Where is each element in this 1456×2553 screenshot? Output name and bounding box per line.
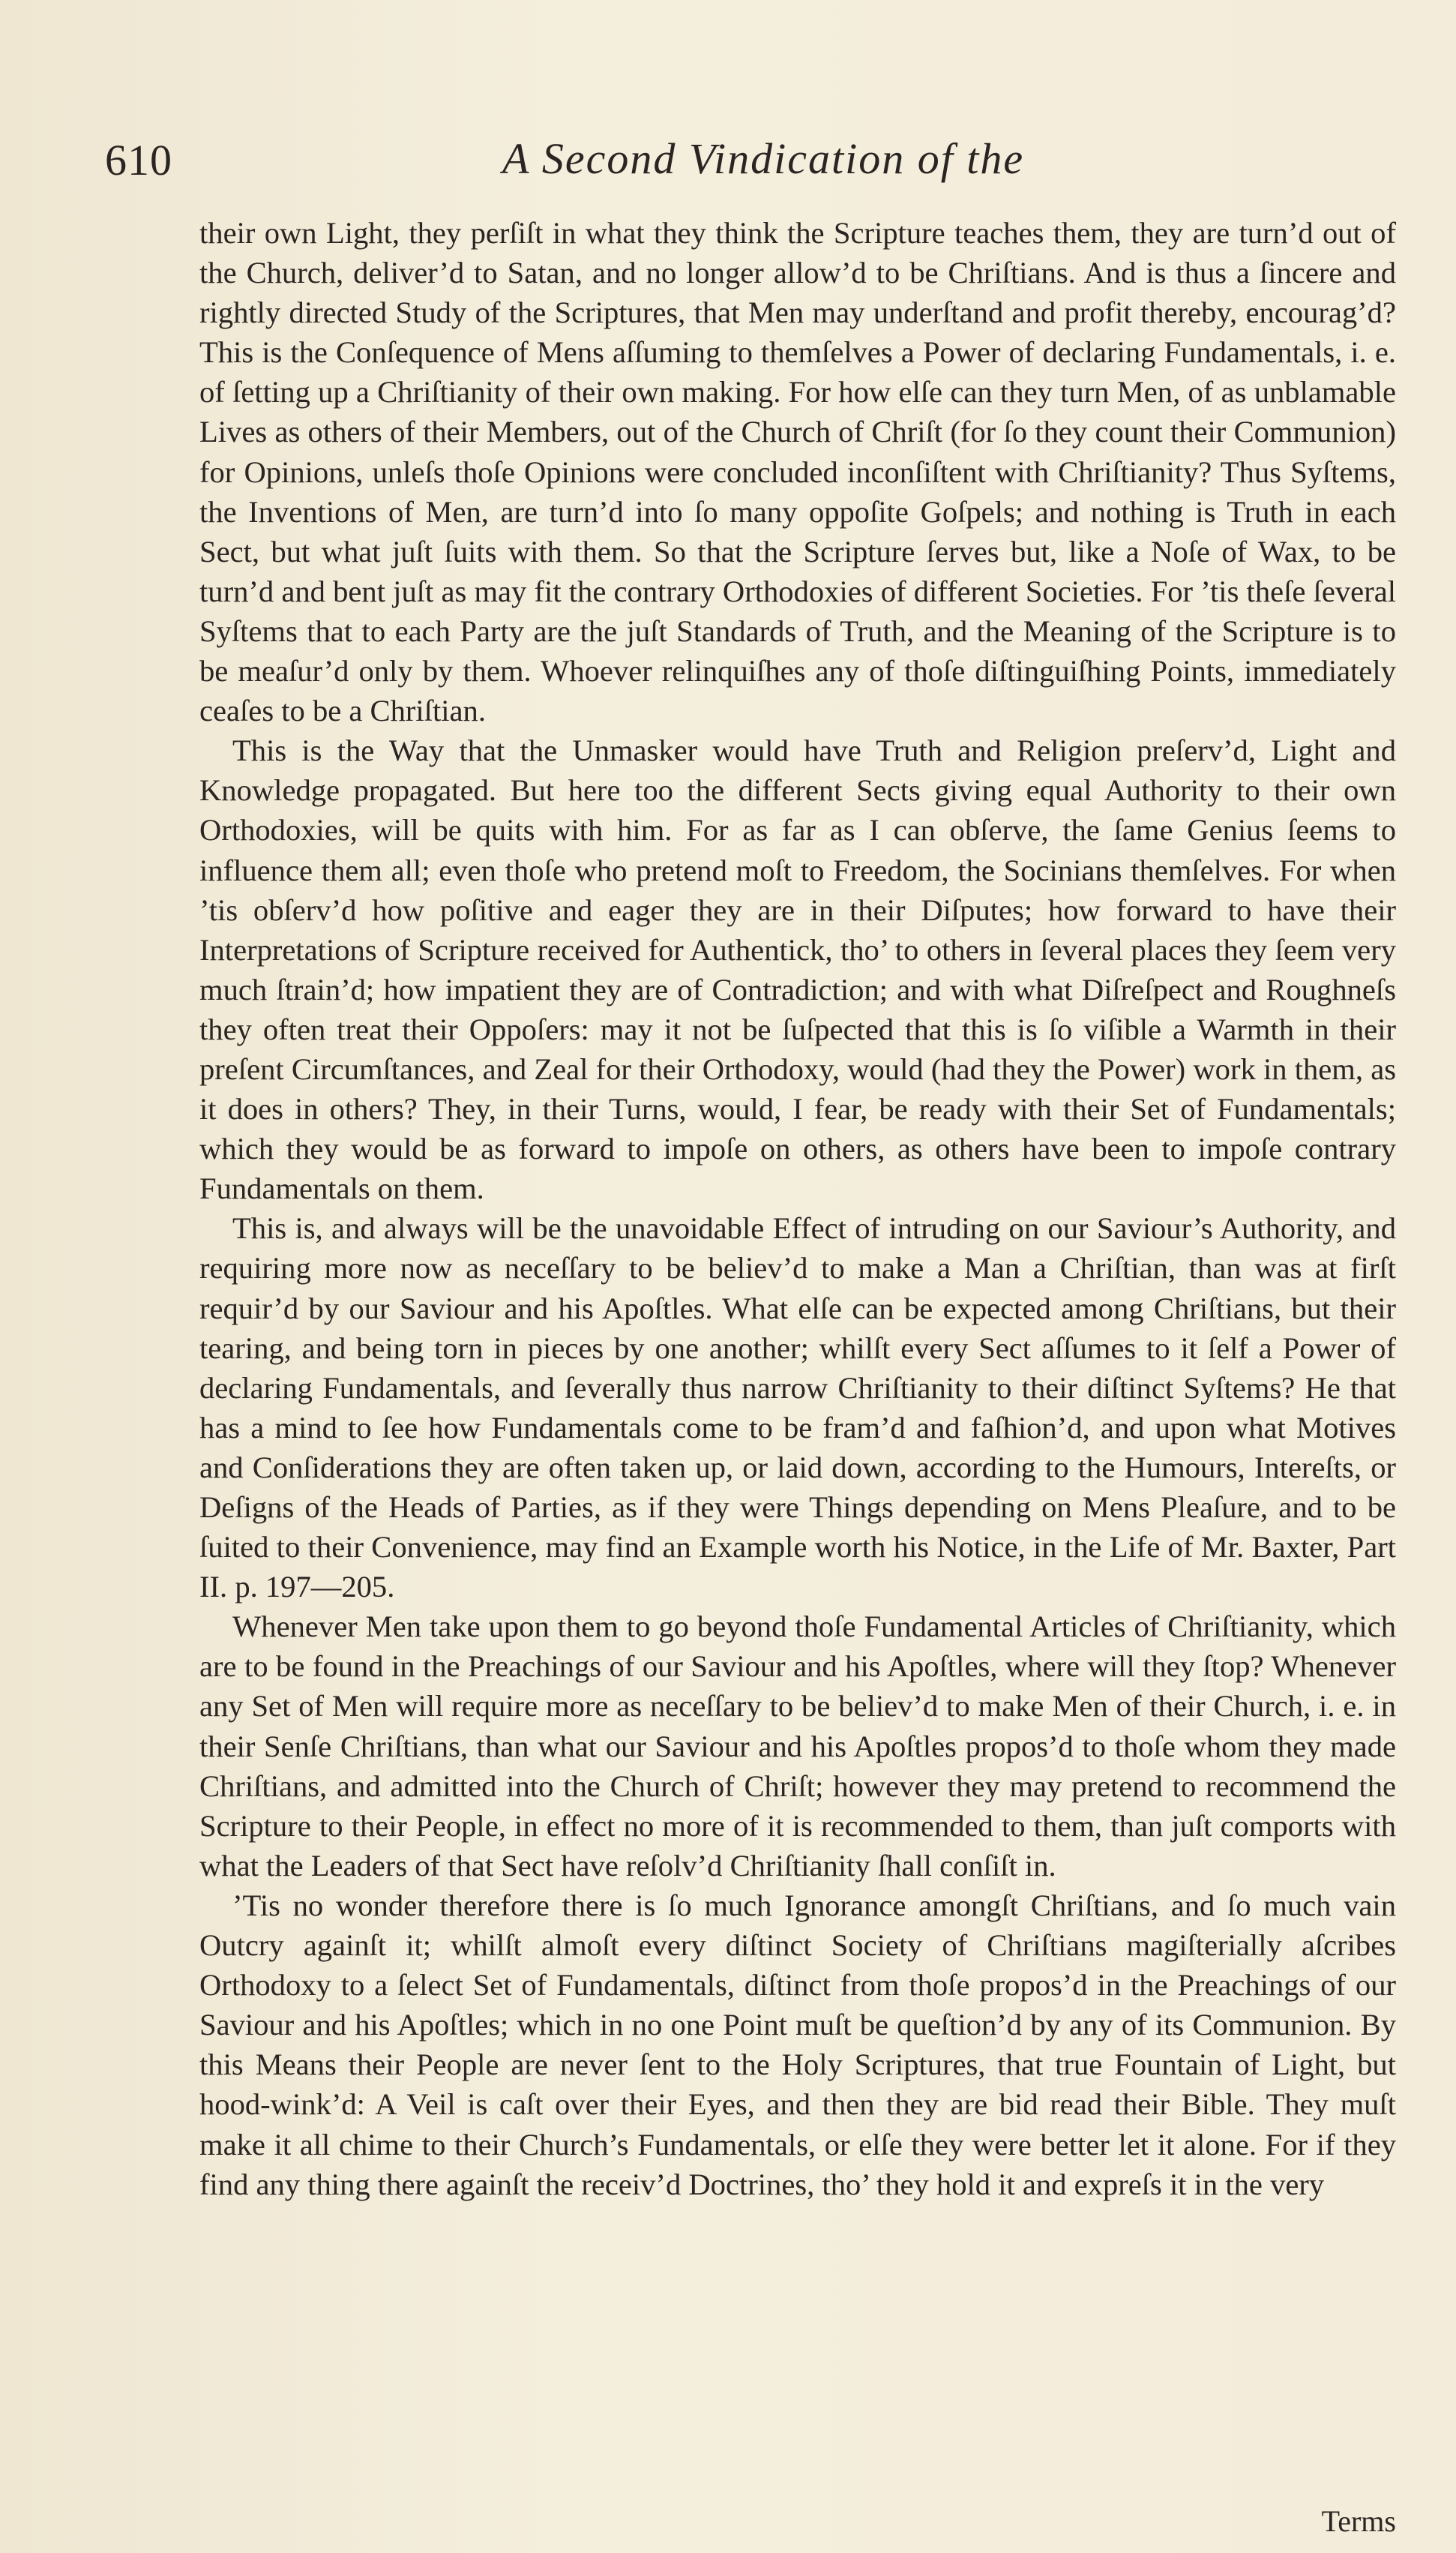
paragraph: their own Light, they perſiſt in what they think the Scripture teaches them, they are turn’d out of the Church, deliver’d to Satan, and no longer allow’d to be Chriſtians. And is thus a ſincere and rightly directed Study of the Scriptures, that Men may underſtand and profit thereby, encourag’d? This is the Conſequence of Mens aſſuming to themſelves a Power of declaring Fundamentals, i. e. of ſetting up a Chriſtianity of their own making. For how elſe can they turn Men, of as unblamable Lives as others of their Members, out of the Church of Chriſt (for ſo they count their Communion) for Opinions, unleſs thoſe Opinions were concluded inconſiſtent with Chriſtianity? Thus Syſtems, the Inventions of Men, are turn’d into ſo many oppoſite Goſpels; and nothing is Truth in each Sect, but what juſt ſuits with them. So that the Scripture ſerves but, like a Noſe of Wax, to be turn’d and bent juſt as may fit the contrary Orthodoxies of different Societies. For ’tis theſe ſeveral Syſtems that to each Party are the juſt Standards of Truth, and the Meaning of the Scripture is to be meaſur’d only by them. Whoever relinquiſhes any of thoſe diſtinguiſhing Points, immediately ceaſes to be a Chriſtian. [199, 216, 1396, 728]
paragraph: This is, and always will be the unavoidable Effect of intruding on our Saviour’s Authority, and requiring more now as neceſſary to be believ’d to make a Man a Chriſtian, than was at firſt requir’d by our Saviour and his Apoſtles. What elſe can be expected among Chriſtians, but their tearing, and being torn in pieces by one another; whilſt every Sect aſſumes to it ſelf a Power of declaring Fundamentals, and ſeverally thus narrow Chriſtianity to their diſtinct Syſtems? He that has a mind to ſee how Fundamentals come to be fram’d and faſhion’d, and upon what Motives and Conſiderations they are often taken up, or laid down, according to the Humours, Intereſts, or Deſigns of the Heads of Parties, as if they were Things depending on Mens Pleaſure, and to be ſuited to their Convenience, may find an Example worth his Notice, in the Life of Mr. Baxter, Part II. p. 197—205. [199, 1211, 1396, 1604]
paragraph: ’Tis no wonder therefore there is ſo much Ignorance amongſt Chriſtians, and ſo much vain Outcry againſt it; whilſt almoſt every diſtinct Society of Chriſtians magiſterially aſcribes Orthodoxy to a ſelect Set of Fundamentals, diſtinct from thoſe propos’d in the Preachings of our Saviour and his Apoſtles; which in no one Point muſt be queſtion’d by any of its Communion. By this Means their People are never ſent to the Holy Scriptures, that true Fountain of Light, but hood-wink’d: A Veil is caſt over their Eyes, and then they are bid read their Bible. They muſt make it all chime to their Church’s Fundamentals, or elſe they were better let it alone. For if they find any thing there againſt the receiv’d Doctrines, tho’ they hold it and expreſs it in the very [199, 1888, 1396, 2201]
page-number: 610 [105, 136, 172, 184]
body-text [199, 213, 1396, 2204]
catchword: Terms [1321, 2504, 1396, 2538]
page-header [105, 135, 1380, 195]
running-head: A Second Vindication of the [502, 134, 1025, 183]
paragraph: This is the Way that the Unmasker would have Truth and Religion preſerv’d, Light and Knowledge propagated. But here too the different Sects giving equal Authority to their own Orthodoxies, will be quits with him. For as far as I can obſerve, the ſame Genius ſeems to influence them all; even thoſe who pretend moſt to Freedom, the Socinians themſelves. For when ’tis obſerv’d how poſitive and eager they are in their Diſputes; how forward to have their Interpretations of Scripture received for Authentick, tho’ to others in ſeveral places they ſeem very much ſtrain’d; how impatient they are of Contradiction; and with what Diſreſpect and Roughneſs they often treat their Oppoſers: may it not be ſuſpected that this is ſo viſible a Warmth in their preſent Circumſtances, and Zeal for their Orthodoxy, would (had they the Power) work in them, as it does in others? They, in their Turns, would, I fear, be ready with their Set of Fundamentals; which they would be as forward to impoſe on others, as others have been to impoſe contrary Fundamentals on them. [199, 734, 1396, 1206]
paragraph: Whenever Men take upon them to go beyond thoſe Fundamental Articles of Chriſtianity, which are to be found in the Preachings of our Saviour and his Apoſtles, where will they ſtop? Whenever any Set of Men will require more as neceſſary to be believ’d to make Men of their Church, i. e. in their Senſe Chriſtians, than what our Saviour and his Apoſtles propos’d to thoſe whom they made Chriſtians, and admitted into the Church of Chriſt; however they may pretend to recommend the Scripture to their People, in effect no more of it is recommended to them, than juſt comports with what the Leaders of that Sect have reſolv’d Chriſtianity ſhall conſiſt in. [199, 1610, 1396, 1882]
